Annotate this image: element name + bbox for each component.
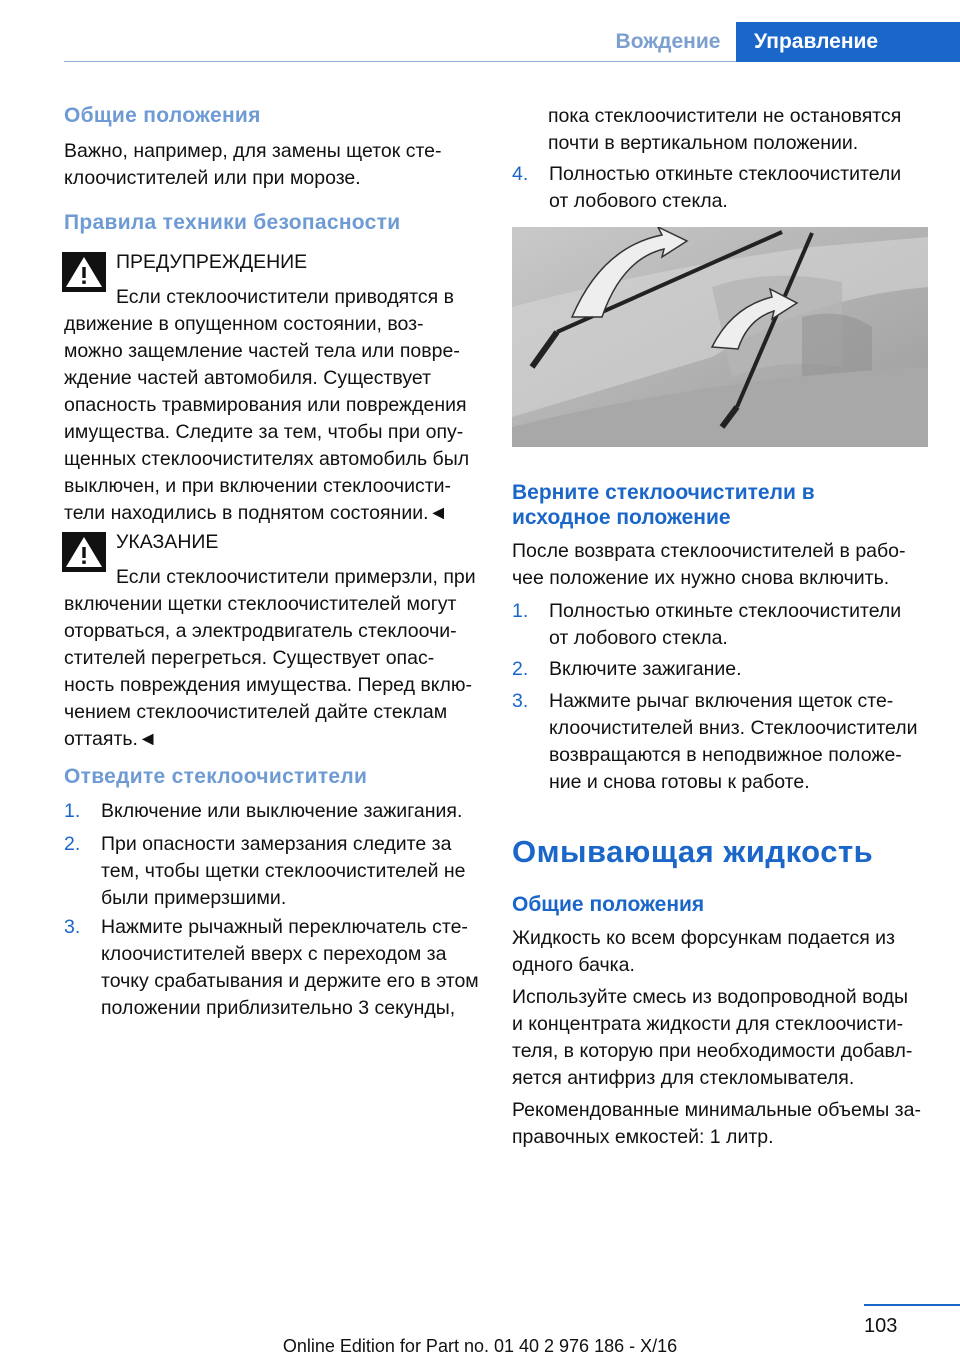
fluid-text-3: Рекомендованные минимальные объемы за- правочных емкостей: 1 литр. <box>512 1099 921 1148</box>
note-title: УКАЗАНИЕ <box>116 531 219 553</box>
footer-rule <box>864 1304 960 1306</box>
general-text: Важно, например, для замены щеток сте- клоочистителей или при морозе. <box>64 140 442 189</box>
fluid-text-1: Жидкость ко всем форсункам подается из одного бачка. <box>512 927 896 976</box>
general-heading: Общие положения <box>64 104 261 127</box>
fold-heading: Отведите стеклоочистители <box>64 765 368 788</box>
return-step-text: Полностью откиньте стеклоочистители от лобового стекла. <box>549 600 902 649</box>
tab-driving[interactable]: Вождение <box>615 30 721 53</box>
fluid-text-2: Используйте смесь из водопроводной воды и концентрата жидкости для стеклоочисти- теля, в которую при необходимости добавл- яется антифриз для стекломывателя. <box>512 986 913 1089</box>
safety-heading: Правила техники безопасности <box>64 211 401 234</box>
fold-step-text: Нажмите рычажный переключатель сте- клоочистителей вверх с переходом за точку срабатывания и держите его в этом положении приблизительно 3 секунды, <box>101 916 479 1019</box>
warning-text: Если стеклоочистители приводятся в движение в опущенном состоянии, воз- можно защемление частей тела или повре- ждение частей автомобиля. Существует опасность травмирования или повреждения имущества. Следите за тем, чтобы при опу- щенных стеклоочистителях автомобиль был выключен, и при включении стеклоочисти- тели находились в поднятом состоянии.◄ <box>64 286 470 524</box>
edition-footer: Online Edition for Part no. 01 40 2 976 186 - X/16 <box>282 1336 678 1356</box>
return-step-text: Нажмите рычаг включения щеток сте- клоочистителей вниз. Стеклоочистители возвращаются в неподвижное положе- ние и снова готовы к работе. <box>549 690 918 793</box>
fold-step-number: 4. <box>512 163 529 185</box>
return-text: После возврата стеклоочистителей в рабо- чее положение их нужно снова включить. <box>512 540 906 589</box>
fluid-general-heading: Общие положения <box>512 893 705 916</box>
return-heading: Верните стеклоочистители в исходное положение <box>512 481 815 529</box>
page-number: 103 <box>864 1315 898 1337</box>
fold-step-number: 2. <box>64 833 81 855</box>
wiper-illustration <box>512 227 928 447</box>
return-step-number: 1. <box>512 600 529 622</box>
continuation-text: пока стеклоочистители не остановятся почти в вертикальном положении. <box>548 105 902 154</box>
note-text: Если стеклоочистители примерзли, при включении щетки стеклоочистителей могут оторваться, а электродвигатель стеклоочи- стителей перегреться. Существует опас- ность повреждения имущества. Перед вклю- чением стеклоочистителей дайте стеклам оттаять.◄ <box>64 566 476 750</box>
warning-title: ПРЕДУПРЕЖДЕНИЕ <box>116 251 308 273</box>
fold-step-number: 3. <box>64 916 81 938</box>
tab-controls[interactable]: Управление <box>736 22 960 62</box>
return-step-number: 3. <box>512 690 529 712</box>
fold-step-text: При опасности замерзания следите за тем, чтобы щетки стеклоочистителей не были примерзшими. <box>101 833 466 909</box>
fold-step-text: Полностью откиньте стеклоочистители от лобового стекла. <box>549 163 902 212</box>
fold-step-number: 1. <box>64 800 81 822</box>
fluid-heading: Омывающая жидкость <box>512 834 874 869</box>
fold-step-text: Включение или выключение зажигания. <box>101 800 463 822</box>
return-step-number: 2. <box>512 658 529 680</box>
return-step-text: Включите зажигание. <box>549 658 742 680</box>
